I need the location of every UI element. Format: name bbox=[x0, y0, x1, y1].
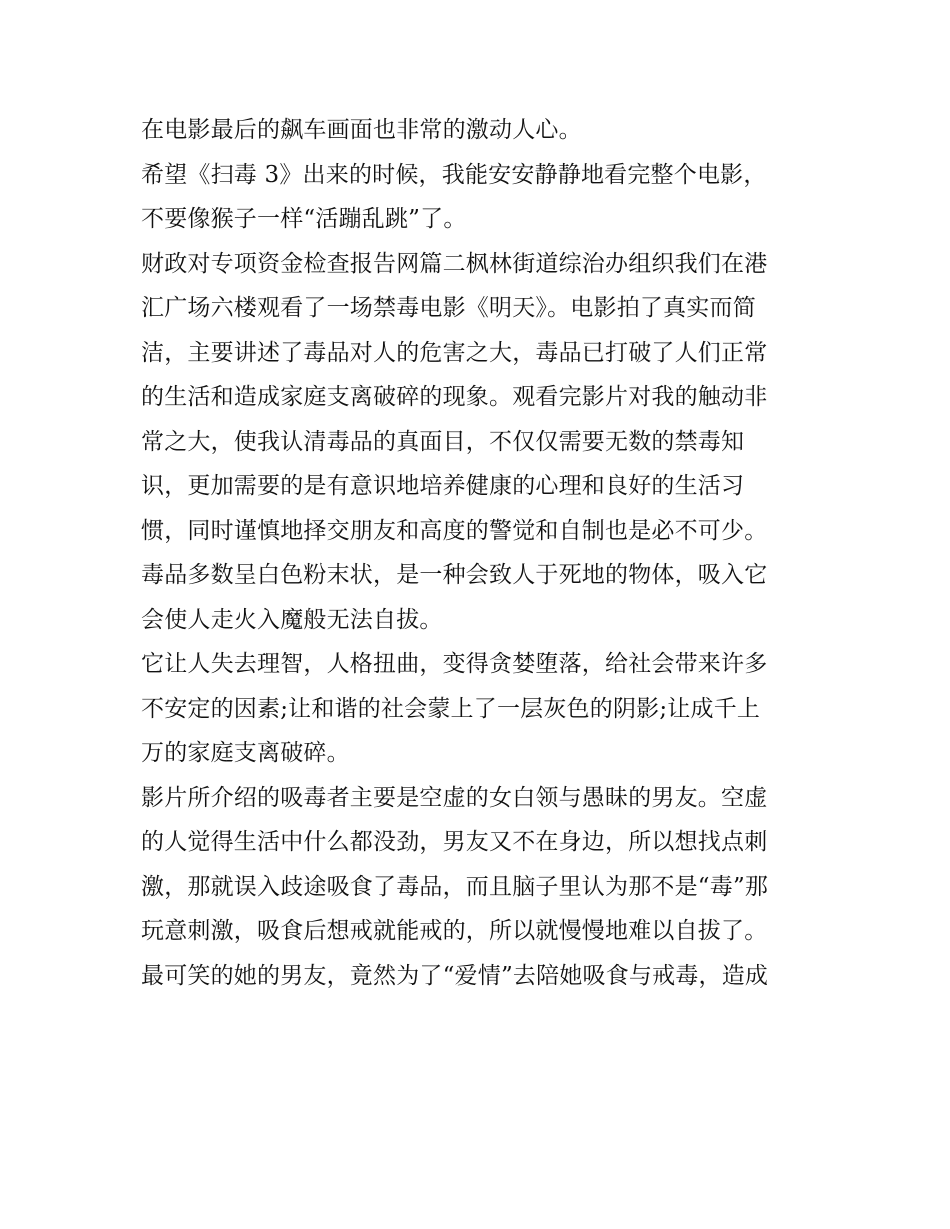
text-line: 识，更加需要的是有意识地培养健康的心理和良好的生活习 bbox=[141, 473, 745, 499]
text-line: 会使人走火入魔般无法自拔。 bbox=[141, 606, 443, 633]
text-line: 最可笑的她的男友，竟然为了“爱情”去陪她吸食与戒毒，造成 bbox=[141, 962, 769, 989]
text-line: 它让人失去理智，人格扭曲，变得贪婪堕落，给社会带来许多 bbox=[141, 651, 768, 677]
text-line: 财政对专项资金检查报告网篇二枫林街道综治办组织我们在港 bbox=[141, 250, 768, 277]
text-line: 希望《扫毒 3》出来的时候，我能安安静静地看完整个电影， bbox=[141, 161, 767, 188]
body-text bbox=[141, 108, 821, 998]
text-line: 常之大，使我认清毒品的真面目，不仅仅需要无数的禁毒知 bbox=[141, 428, 745, 455]
text-line: 毒品多数呈白色粉末状，是一种会致人于死地的物体，吸入它 bbox=[141, 562, 768, 588]
text-line: 不要像猴子一样“活蹦乱跳”了。 bbox=[141, 206, 467, 232]
text-line: 的人觉得生活中什么都没劲，男友又不在身边，所以想找点刺 bbox=[141, 829, 768, 855]
text-line: 在电影最后的飙车画面也非常的激动人心。 bbox=[141, 117, 582, 143]
text-line: 影片所介绍的吸毒者主要是空虚的女白领与愚昧的男友。空虚 bbox=[141, 784, 768, 811]
text-line: 激，那就误入歧途吸食了毒品，而且脑子里认为那不是“毒”那 bbox=[141, 873, 769, 900]
text-line: 不安定的因素;让和谐的社会蒙上了一层灰色的阴影;让成千上 bbox=[141, 695, 761, 722]
text-line: 万的家庭支离破碎。 bbox=[141, 740, 350, 766]
text-line: 汇广场六楼观看了一场禁毒电影《明天》。电影拍了真实而简 bbox=[141, 295, 756, 321]
text-line: 惯，同时谨慎地择交朋友和高度的警觉和自制也是必不可少。 bbox=[141, 517, 768, 544]
text-line: 洁，主要讲述了毒品对人的危害之大，毒品已打破了人们正常 bbox=[141, 339, 768, 366]
text-line: 的生活和造成家庭支离破碎的现象。观看完影片对我的触动非 bbox=[141, 384, 768, 410]
text-line: 玩意刺激，吸食后想戒就能戒的，所以就慢慢地难以自拔了。 bbox=[141, 918, 768, 944]
